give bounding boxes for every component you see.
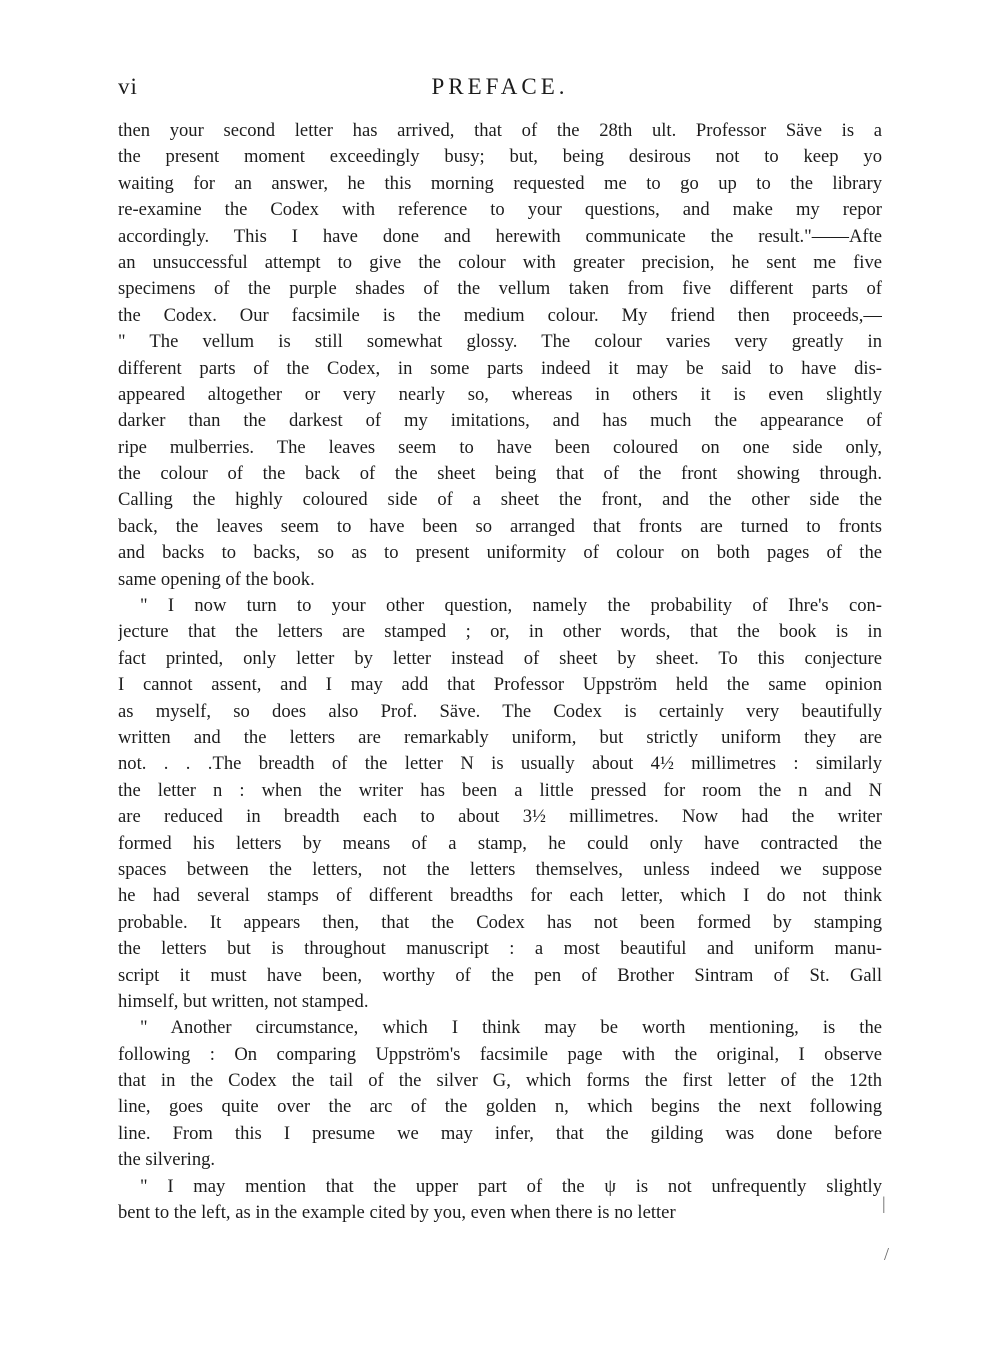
page-header: [118, 74, 882, 108]
text-line: and backs to backs, so as to present uniformity of colour on both pages of the: [118, 542, 882, 564]
text-line: line. From this I presume we may infer, that the gilding was done before: [118, 1122, 882, 1144]
running-title: PREFACE.: [431, 74, 569, 99]
text-line: darker than the darkest of my imitations, and has much the appearance of: [118, 410, 882, 432]
text-line: probable. It appears then, that the Codex has not been formed by stamping: [118, 911, 882, 933]
text-line: are reduced in breadth each to about 3½ millimetres. Now had the writer: [118, 806, 882, 828]
text-line: " The vellum is still somewhat glossy. The colour varies very greatly in: [118, 331, 882, 353]
text-line: then your second letter has arrived, that of the 28th ult. Professor Säve is a: [118, 120, 882, 141]
text-line: line, goes quite over the arc of the golden n, which begins the next following: [118, 1096, 882, 1118]
text-line: " I now turn to your other question, namely the probability of Ihre's con-: [140, 595, 882, 617]
text-line: re-examine the Codex with reference to your questions, and make my repor: [118, 199, 882, 221]
text-line: bent to the left, as in the example cited by you, even when there is no letter: [118, 1202, 676, 1224]
text-line: written and the letters are remarkably uniform, but strictly uniform they are: [118, 726, 882, 748]
text-line: jecture that the letters are stamped ; or, in other words, that the book is in: [118, 621, 882, 643]
text-line: the silvering.: [118, 1149, 216, 1171]
text-line: the Codex. Our facsimile is the medium colour. My friend then proceeds,—: [118, 304, 882, 326]
margin-mark: /: [884, 1244, 890, 1264]
text-line: same opening of the book.: [118, 568, 315, 590]
text-line: accordingly. This I have done and herewith communicate the result."——Afte: [118, 225, 882, 247]
text-line: waiting for an answer, he this morning requested me to go up to the library: [118, 172, 882, 194]
text-line: he had several stamps of different breadths for each letter, which I do not think: [118, 885, 882, 907]
text-line: I cannot assent, and I may add that Professor Uppström held the same opinion: [118, 674, 882, 696]
text-line: as myself, so does also Prof. Säve. The Codex is certainly very beautifully: [118, 700, 882, 722]
text-line: script it must have been, worthy of the pen of Brother Sintram of St. Gall: [118, 964, 882, 986]
body-text: [118, 118, 882, 1226]
text-line: specimens of the purple shades of the vellum taken from five different parts of: [118, 278, 882, 300]
page-number: vi: [118, 74, 138, 99]
text-line: fact printed, only letter by letter instead of sheet by sheet. To this conjecture: [118, 647, 882, 669]
text-line: not. . . .The breadth of the letter N is usually about 4½ millimetres : similarly: [118, 753, 882, 775]
text-line: that in the Codex the tail of the silver G, which forms the first letter of the 12th: [118, 1070, 882, 1092]
text-line: formed his letters by means of a stamp, he could only have contracted the: [118, 832, 882, 854]
text-line: " I may mention that the upper part of the ψ is not unfrequently slightly: [140, 1175, 882, 1197]
text-line: himself, but written, not stamped.: [118, 990, 369, 1012]
text-line: the present moment exceedingly busy; but, being desirous not to keep yo: [118, 146, 882, 168]
text-line: an unsuccessful attempt to give the colour with greater precision, he sent me five: [118, 251, 882, 273]
text-line: back, the leaves seem to have been so arranged that fronts are turned to fronts: [118, 515, 882, 537]
text-line: ripe mulberries. The leaves seem to have been coloured on one side only,: [118, 436, 882, 458]
text-line: the letter n : when the writer has been a little pressed for room the n and N: [118, 779, 882, 801]
text-line: " Another circumstance, which I think may be worth mentioning, is the: [140, 1017, 882, 1039]
margin-mark: |: [882, 1193, 886, 1213]
paragraph: [118, 1015, 882, 1173]
text-line: following : On comparing Uppström's facsimile page with the original, I observe: [118, 1043, 882, 1065]
text-line: the letters but is throughout manuscript : a most beautiful and uniform manu-: [118, 938, 882, 960]
text-line: different parts of the Codex, in some parts indeed it may be said to have dis-: [118, 357, 882, 379]
text-line: appeared altogether or very nearly so, whereas in others it is even slightly: [118, 383, 882, 405]
text-line: Calling the highly coloured side of a sheet the front, and the other side the: [118, 489, 882, 511]
paragraph: [118, 118, 882, 593]
text-line: spaces between the letters, not the letters themselves, unless indeed we suppose: [118, 858, 882, 880]
paragraph: [118, 1174, 882, 1227]
paragraph: [118, 593, 882, 1015]
text-line: the colour of the back of the sheet being that of the front showing through.: [118, 463, 882, 485]
